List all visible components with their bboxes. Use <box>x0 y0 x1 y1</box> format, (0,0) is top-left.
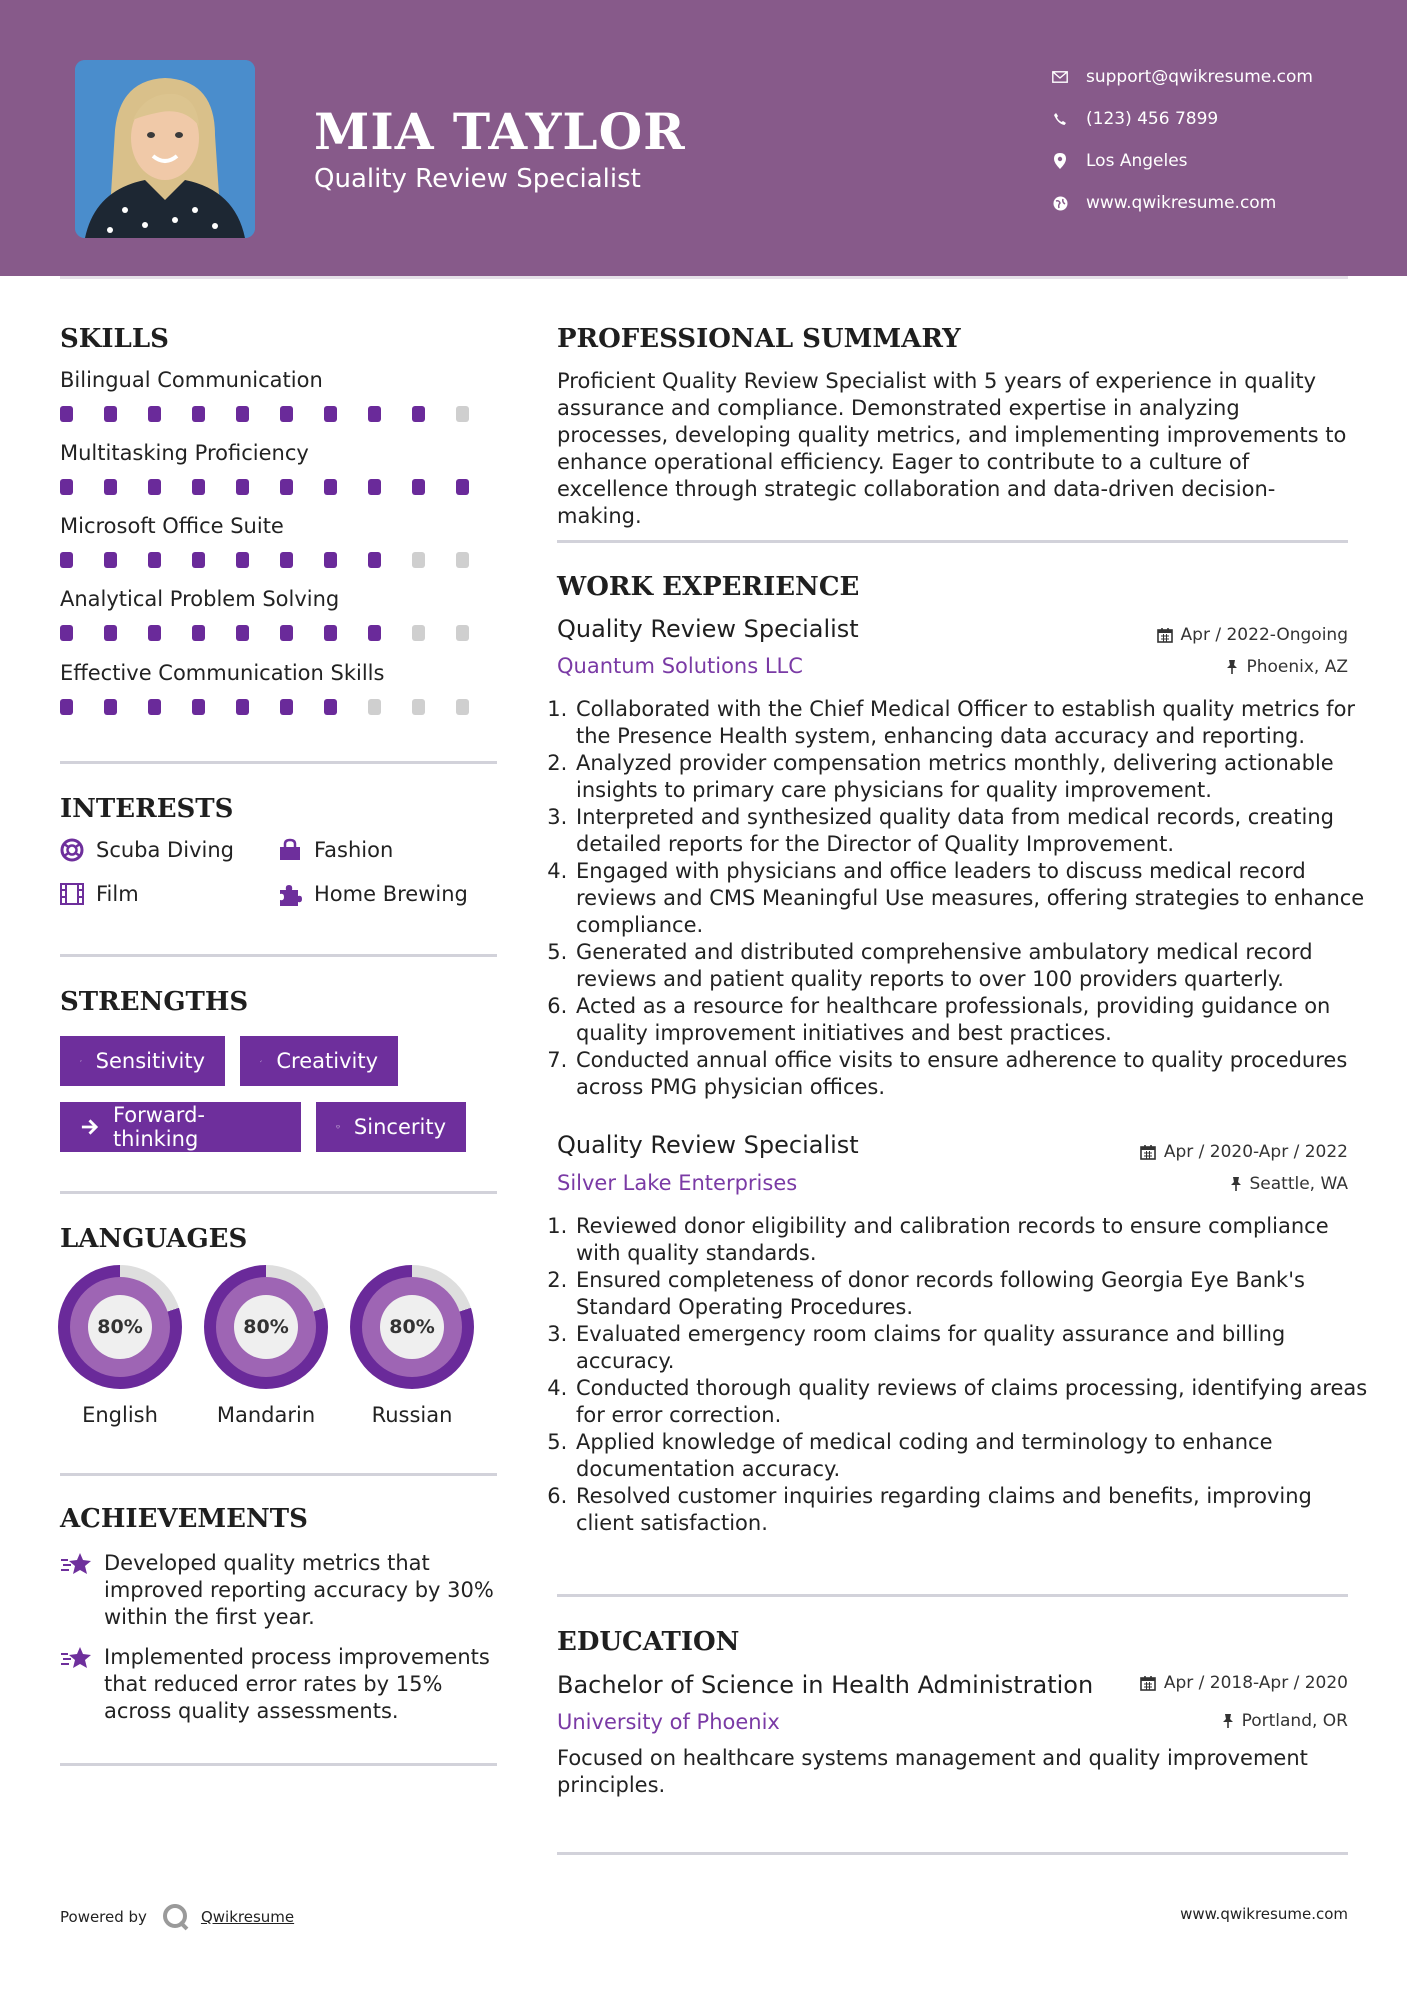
contact-email[interactable] <box>1050 56 1313 98</box>
header-banner <box>0 0 1407 276</box>
job-title: Quality Review Specialist <box>557 615 859 643</box>
skill-dot-filled <box>368 625 381 641</box>
job-location-text: Phoenix, AZ <box>1246 657 1348 677</box>
skill-dot-filled <box>368 552 381 568</box>
job-bullet: 4. Engaged with physicians and office leaders to discuss medical record reviews and CMS Meaningful Use measures, offering strategies to enhance compliance. <box>574 858 1374 939</box>
language-progress-ring <box>350 1265 474 1389</box>
section-divider <box>60 761 497 764</box>
header-divider <box>60 276 1348 279</box>
job-bullet: 2. Ensured completeness of donor records following Georgia Eye Bank's Standard Operating Procedures. <box>574 1267 1374 1321</box>
job-bullet: 6. Resolved customer inquiries regarding claims and benefits, improving client satisfaction. <box>574 1483 1374 1537</box>
skill-dot-empty <box>412 625 425 641</box>
interest-label: Fashion <box>314 838 394 862</box>
skill-label: Microsoft Office Suite <box>60 514 284 538</box>
skill-rating <box>60 552 500 568</box>
skill-dot-filled <box>148 479 161 495</box>
skill-dot-filled <box>280 699 293 715</box>
job-bullet: 4. Conducted thorough quality reviews of claims processing, identifying areas for error correction. <box>574 1375 1374 1429</box>
contact-location <box>1050 140 1313 182</box>
interest-label: Film <box>96 882 139 906</box>
skill-dot-filled <box>60 479 73 495</box>
language-item <box>58 1265 182 1427</box>
portrait-image <box>75 60 255 238</box>
language-name: English <box>82 1403 158 1427</box>
job-dates-text: Apr / 2020-Apr / 2022 <box>1163 1142 1348 1162</box>
achievement-text: Implemented process improvements that reduced error rates by 15% across quality assessments. <box>104 1645 490 1723</box>
skill-label: Multitasking Proficiency <box>60 441 309 465</box>
skill-item <box>60 661 500 715</box>
job-bullets <box>552 1213 1374 1537</box>
contact-email-text[interactable]: support@qwikresume.com <box>1086 67 1313 87</box>
interest-item <box>60 882 139 906</box>
strength-label: Creativity <box>276 1049 378 1073</box>
languages-heading: LANGUAGES <box>60 1224 248 1254</box>
skill-rating <box>60 625 500 641</box>
interest-item <box>60 838 234 862</box>
strength-label: Sensitivity <box>95 1049 205 1073</box>
skill-dot-filled <box>104 699 117 715</box>
skill-dot-filled <box>412 406 425 422</box>
company-name: Silver Lake Enterprises <box>557 1171 798 1195</box>
interest-label: Home Brewing <box>314 882 468 906</box>
qwikresume-link[interactable]: Qwikresume <box>200 1908 295 1926</box>
arrow-right-icon <box>80 1117 99 1137</box>
interests-heading: INTERESTS <box>60 794 234 824</box>
job-bullet: 1. Collaborated with the Chief Medical Officer to establish quality metrics for the Presence Health system, enhancing data accuracy and reporting. <box>574 696 1374 750</box>
shooting-star-icon <box>60 1552 92 1576</box>
skill-dot-empty <box>368 699 381 715</box>
skill-dot-empty <box>456 625 469 641</box>
skill-dot-filled <box>280 552 293 568</box>
skill-dot-filled <box>236 406 249 422</box>
summary-text: Proficient Quality Review Specialist with 5 years of experience in quality assurance and compliance. Demonstrated expertise in analyzing processes, developing quality metrics, and implementing improvements to enhance operational efficiency. Eager to contribute to a culture of excellence through strategic collaboration and data-driven decision-making. <box>557 369 1347 528</box>
section-divider <box>557 1852 1348 1855</box>
skill-dot-empty <box>456 406 469 422</box>
language-percent: 80% <box>88 1295 152 1359</box>
profile-photo <box>75 60 255 238</box>
skill-dot-filled <box>104 625 117 641</box>
education-dates-text: Apr / 2018-Apr / 2020 <box>1163 1673 1348 1693</box>
skill-dot-filled <box>280 406 293 422</box>
education-location <box>1222 1711 1348 1731</box>
strength-tag <box>60 1102 301 1152</box>
skill-label: Bilingual Communication <box>60 368 323 392</box>
thumbtack-icon <box>1230 1176 1242 1192</box>
skill-dot-filled <box>236 699 249 715</box>
job-bullet: 2. Analyzed provider compensation metrics monthly, delivering actionable insights to primary care physicians for quality improvement. <box>574 750 1374 804</box>
life-ring-icon <box>60 838 84 862</box>
skill-rating <box>60 479 500 495</box>
job-bullet: 7. Conducted annual office visits to ensure adherence to quality procedures across PMG physician offices. <box>574 1047 1374 1101</box>
skill-dot-filled <box>192 625 205 641</box>
skill-dot-filled <box>148 699 161 715</box>
map-pin-icon <box>1050 151 1070 171</box>
section-divider <box>557 1594 1348 1597</box>
achievement-text: Developed quality metrics that improved reporting accuracy by 30% within the first year. <box>104 1551 494 1629</box>
globe-icon <box>1050 193 1070 213</box>
section-divider <box>557 540 1348 543</box>
calendar-icon <box>1140 1675 1156 1691</box>
achievement-item <box>60 1550 500 1631</box>
thumbtack-icon <box>1226 659 1238 675</box>
language-progress-ring <box>58 1265 182 1389</box>
job-dates <box>1157 625 1348 645</box>
skill-dot-filled <box>60 625 73 641</box>
skill-dot-filled <box>412 479 425 495</box>
education-description: Focused on healthcare systems management and quality improvement principles. <box>557 1746 1308 1797</box>
achievements-heading: ACHIEVEMENTS <box>60 1504 308 1534</box>
heart-icon <box>336 1117 340 1137</box>
education-dates <box>1140 1673 1348 1693</box>
skill-dot-filled <box>368 406 381 422</box>
skill-dot-filled <box>60 406 73 422</box>
skill-dot-filled <box>148 552 161 568</box>
section-divider <box>60 1191 497 1194</box>
skill-dot-filled <box>148 406 161 422</box>
skill-dot-filled <box>324 479 337 495</box>
section-divider <box>60 1473 497 1476</box>
contact-website-text[interactable]: www.qwikresume.com <box>1086 193 1277 213</box>
contact-phone-text[interactable]: (123) 456 7899 <box>1086 109 1219 129</box>
interest-item <box>278 838 393 862</box>
section-divider <box>60 1763 497 1766</box>
qwikresume-logo-icon <box>161 1902 191 1932</box>
language-item <box>204 1265 328 1427</box>
skill-rating <box>60 406 500 422</box>
job-bullet: 3. Interpreted and synthesized quality data from medical records, creating detailed reports for the Director of Quality Improvement. <box>574 804 1374 858</box>
skill-dot-empty <box>456 699 469 715</box>
company-name: Quantum Solutions LLC <box>557 654 803 678</box>
education-heading: EDUCATION <box>557 1627 740 1657</box>
skill-dot-filled <box>104 406 117 422</box>
skill-rating <box>60 699 500 715</box>
job-bullet: 5. Applied knowledge of medical coding and terminology to enhance documentation accuracy. <box>574 1429 1374 1483</box>
job-location <box>1230 1174 1349 1194</box>
achievement-item <box>60 1644 500 1725</box>
contact-phone[interactable] <box>1050 98 1313 140</box>
thumbtack-icon <box>1222 1713 1234 1729</box>
footer-website[interactable]: www.qwikresume.com <box>1180 1905 1348 1923</box>
job-bullet: 3. Evaluated emergency room claims for quality assurance and billing accuracy. <box>574 1321 1374 1375</box>
candidate-name: MIA TAYLOR <box>314 102 686 161</box>
school-name: University of Phoenix <box>557 1710 780 1734</box>
leaf-icon <box>80 1051 82 1071</box>
calendar-icon <box>1157 627 1173 643</box>
calendar-icon <box>1140 1144 1156 1160</box>
summary-heading: PROFESSIONAL SUMMARY <box>557 324 961 354</box>
skill-dot-filled <box>368 479 381 495</box>
contact-list <box>1050 56 1313 224</box>
skill-item <box>60 368 500 422</box>
skill-dot-filled <box>324 625 337 641</box>
skill-dot-filled <box>192 699 205 715</box>
strength-label: Forward-thinking <box>112 1103 205 1151</box>
language-percent: 80% <box>234 1295 298 1359</box>
footer-powered-by <box>60 1902 294 1932</box>
skill-dot-filled <box>456 479 469 495</box>
skill-dot-filled <box>192 479 205 495</box>
skill-dot-filled <box>324 552 337 568</box>
job-location <box>1226 657 1348 677</box>
skill-dot-filled <box>236 625 249 641</box>
skill-label: Analytical Problem Solving <box>60 587 340 611</box>
job-bullet: 1. Reviewed donor eligibility and calibration records to ensure compliance with quality standards. <box>574 1213 1374 1267</box>
contact-location-text: Los Angeles <box>1086 151 1188 171</box>
job-bullet: 5. Generated and distributed comprehensive ambulatory medical record reviews and patient quality reports to over 100 providers quarterly. <box>574 939 1374 993</box>
skill-dot-filled <box>104 552 117 568</box>
strength-label: Sincerity <box>353 1115 446 1139</box>
language-progress-ring <box>204 1265 328 1389</box>
powered-by-label: Powered by <box>60 1908 147 1926</box>
shooting-star-icon <box>60 1646 92 1670</box>
skill-dot-empty <box>456 552 469 568</box>
language-name: Russian <box>371 1403 453 1427</box>
skill-dot-empty <box>412 699 425 715</box>
skills-heading: SKILLS <box>60 324 169 354</box>
skill-item <box>60 587 500 641</box>
candidate-title: Quality Review Specialist <box>314 164 641 194</box>
education-location-text: Portland, OR <box>1241 1711 1348 1731</box>
job-title: Quality Review Specialist <box>557 1131 859 1159</box>
job-bullets <box>552 696 1374 1101</box>
skill-dot-filled <box>324 699 337 715</box>
shopping-bag-icon <box>278 838 302 862</box>
language-percent: 80% <box>380 1295 444 1359</box>
skill-dot-filled <box>148 625 161 641</box>
film-icon <box>60 883 84 905</box>
strength-tag <box>60 1036 225 1086</box>
contact-website[interactable] <box>1050 182 1313 224</box>
skill-dot-filled <box>192 406 205 422</box>
paint-brush-icon <box>260 1050 262 1072</box>
job-bullet: 6. Acted as a resource for healthcare professionals, providing guidance on quality improvement initiatives and best practices. <box>574 993 1374 1047</box>
degree-title: Bachelor of Science in Health Administration <box>557 1671 1094 1699</box>
strength-tag <box>240 1036 398 1086</box>
experience-heading: WORK EXPERIENCE <box>557 572 860 602</box>
strength-tag <box>316 1102 466 1152</box>
language-name: Mandarin <box>216 1403 316 1427</box>
skill-dot-filled <box>60 552 73 568</box>
skill-dot-empty <box>412 552 425 568</box>
phone-icon <box>1050 109 1070 129</box>
strengths-heading: STRENGTHS <box>60 987 249 1017</box>
skill-dot-filled <box>60 699 73 715</box>
skill-dot-filled <box>280 625 293 641</box>
job-location-text: Seattle, WA <box>1249 1174 1348 1194</box>
job-dates <box>1140 1142 1348 1162</box>
interest-item <box>278 882 468 906</box>
skill-dot-filled <box>236 552 249 568</box>
job-dates-text: Apr / 2022-Ongoing <box>1180 625 1348 645</box>
section-divider <box>60 954 497 957</box>
skill-item <box>60 514 500 568</box>
skill-label: Effective Communication Skills <box>60 661 385 685</box>
skill-dot-filled <box>280 479 293 495</box>
skill-dot-filled <box>236 479 249 495</box>
interest-label: Scuba Diving <box>96 838 234 862</box>
skill-item <box>60 441 500 495</box>
envelope-icon <box>1050 67 1070 87</box>
skill-dot-filled <box>324 406 337 422</box>
skill-dot-filled <box>104 479 117 495</box>
puzzle-piece-icon <box>278 882 302 906</box>
skill-dot-filled <box>192 552 205 568</box>
language-item <box>350 1265 474 1427</box>
